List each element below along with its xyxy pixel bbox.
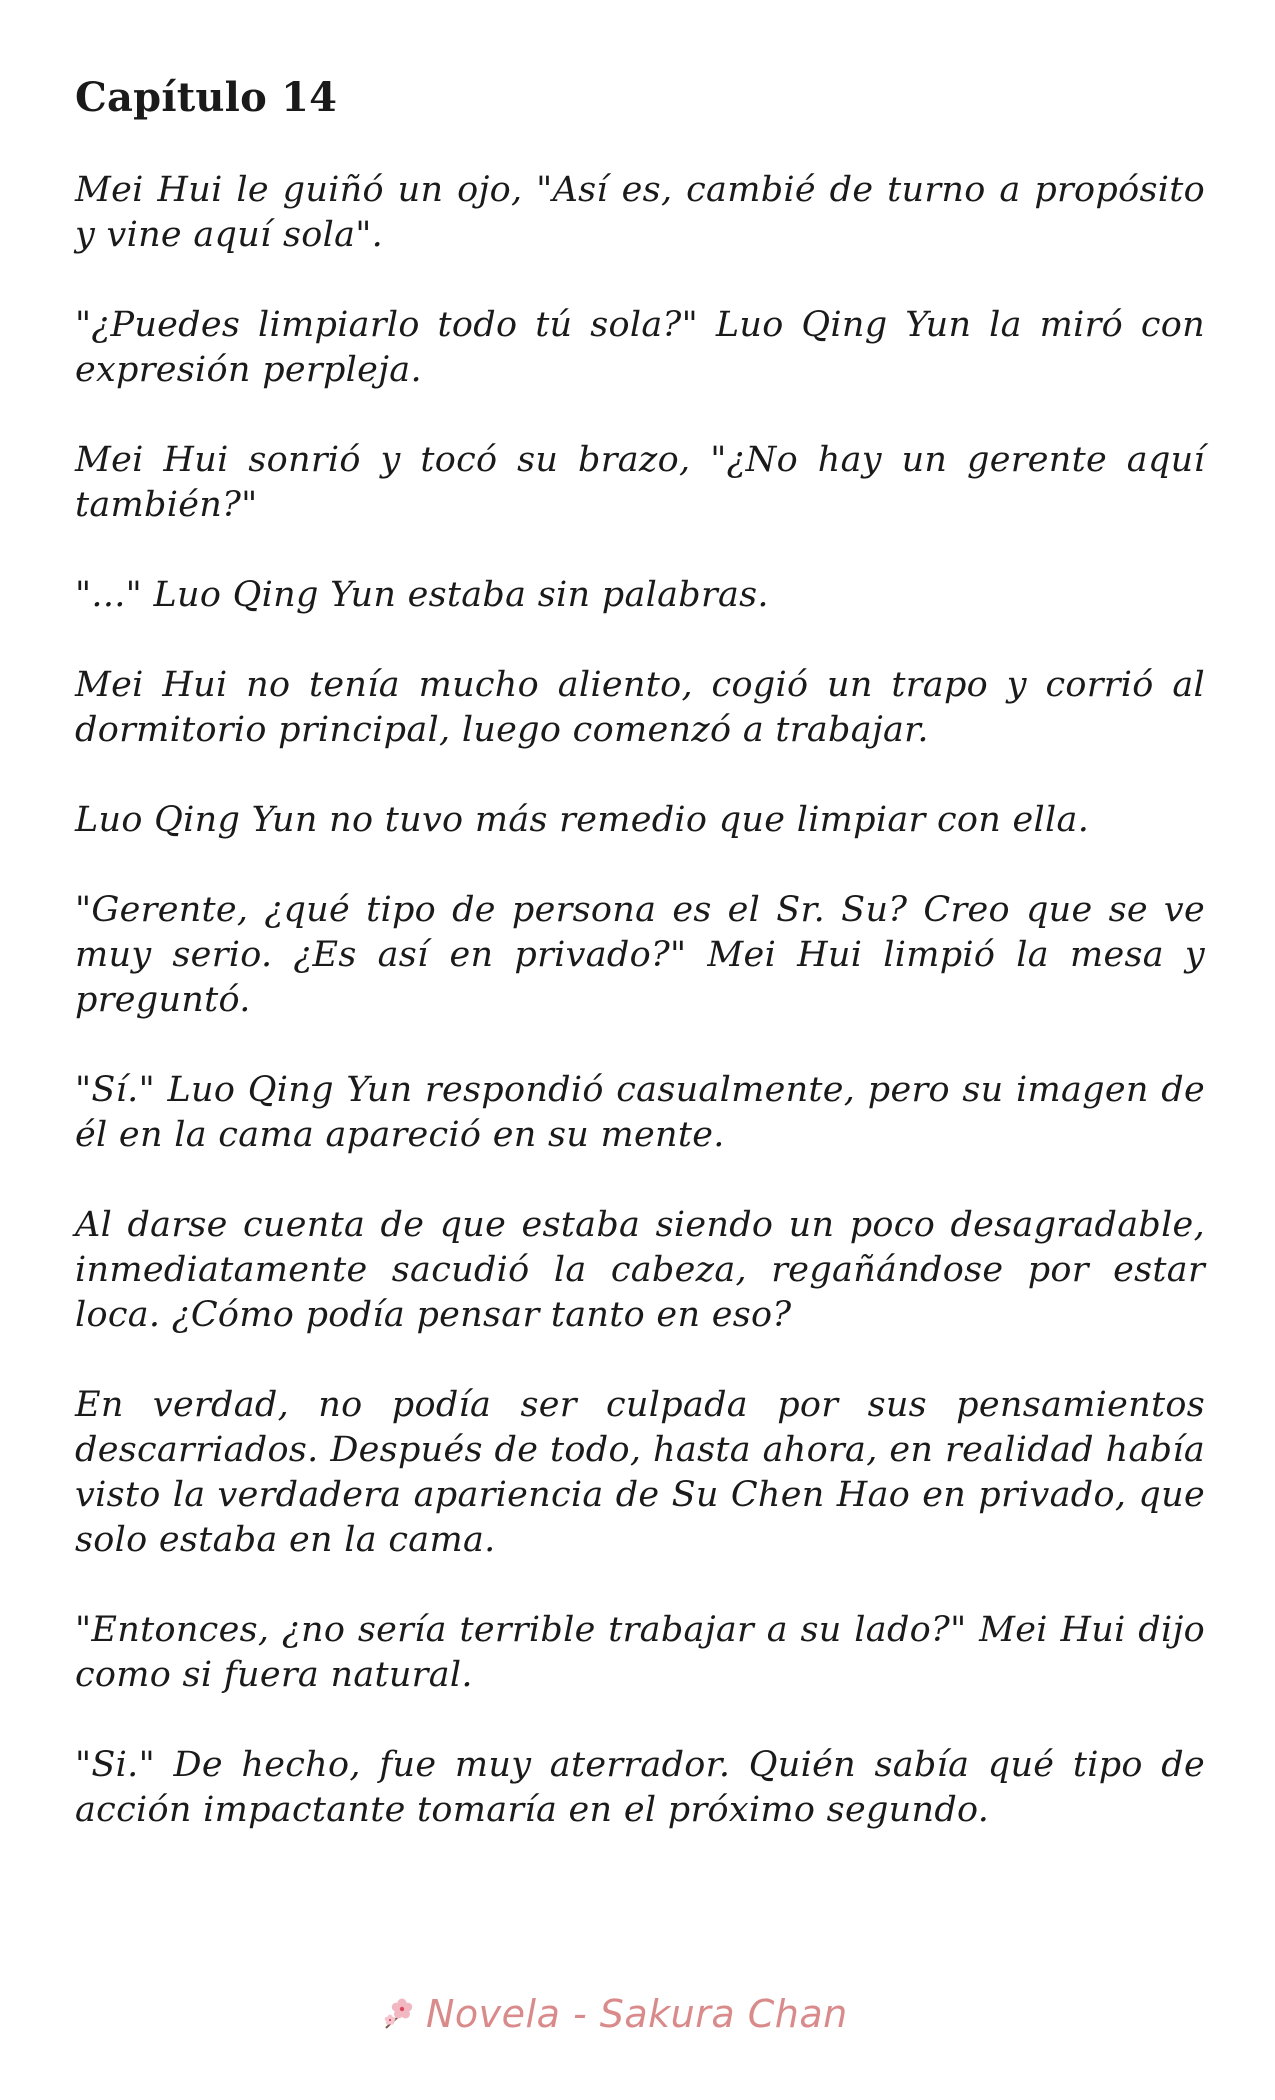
paragraph: Luo Qing Yun no tuvo más remedio que limpiar con ella. (75, 800, 1090, 840)
watermark (380, 1988, 920, 2040)
paragraph: Al darse cuenta de que estaba siendo un poco desagradable, inmediatamente sacudió la cabeza, regañándose por estar loca. ¿Cómo podía pensar tanto en eso? (75, 1205, 1205, 1335)
paragraph: Mei Hui sonrió y tocó su brazo, "¿No hay un gerente aquí también?" (75, 440, 1205, 525)
paragraph: Mei Hui no tenía mucho aliento, cogió un trapo y corrió al dormitorio principal, luego comenzó a trabajar. (75, 665, 1205, 750)
chapter-page (75, 70, 1205, 1833)
chapter-title: Capítulo 14 (75, 74, 338, 121)
cherry-blossom-icon (380, 1994, 420, 2034)
paragraph: "..." Luo Qing Yun estaba sin palabras. (75, 575, 769, 615)
paragraph: "Gerente, ¿qué tipo de persona es el Sr. Su? Creo que se ve muy serio. ¿Es así en privado?" Mei Hui limpió la mesa y preguntó. (75, 890, 1205, 1020)
paragraph: "Si." De hecho, fue muy aterrador. Quién sabía qué tipo de acción impactante tomaría en el próximo segundo. (75, 1745, 1205, 1830)
paragraph: "Entonces, ¿no sería terrible trabajar a su lado?" Mei Hui dijo como si fuera natural. (75, 1610, 1205, 1695)
paragraph: "Sí." Luo Qing Yun respondió casualmente, pero su imagen de él en la cama apareció en su mente. (75, 1070, 1205, 1155)
watermark-text: Novela - Sakura Chan (426, 1992, 848, 2036)
paragraph: "¿Puedes limpiarlo todo tú sola?" Luo Qing Yun la miró con expresión perpleja. (75, 305, 1205, 390)
paragraph: En verdad, no podía ser culpada por sus pensamientos descarriados. Después de todo, hasta ahora, en realidad había visto la verdadera apariencia de Su Chen Hao en privado, que solo estaba en la cama. (75, 1385, 1205, 1560)
paragraph: Mei Hui le guiñó un ojo, "Así es, cambié de turno a propósito y vine aquí sola". (75, 170, 1205, 255)
